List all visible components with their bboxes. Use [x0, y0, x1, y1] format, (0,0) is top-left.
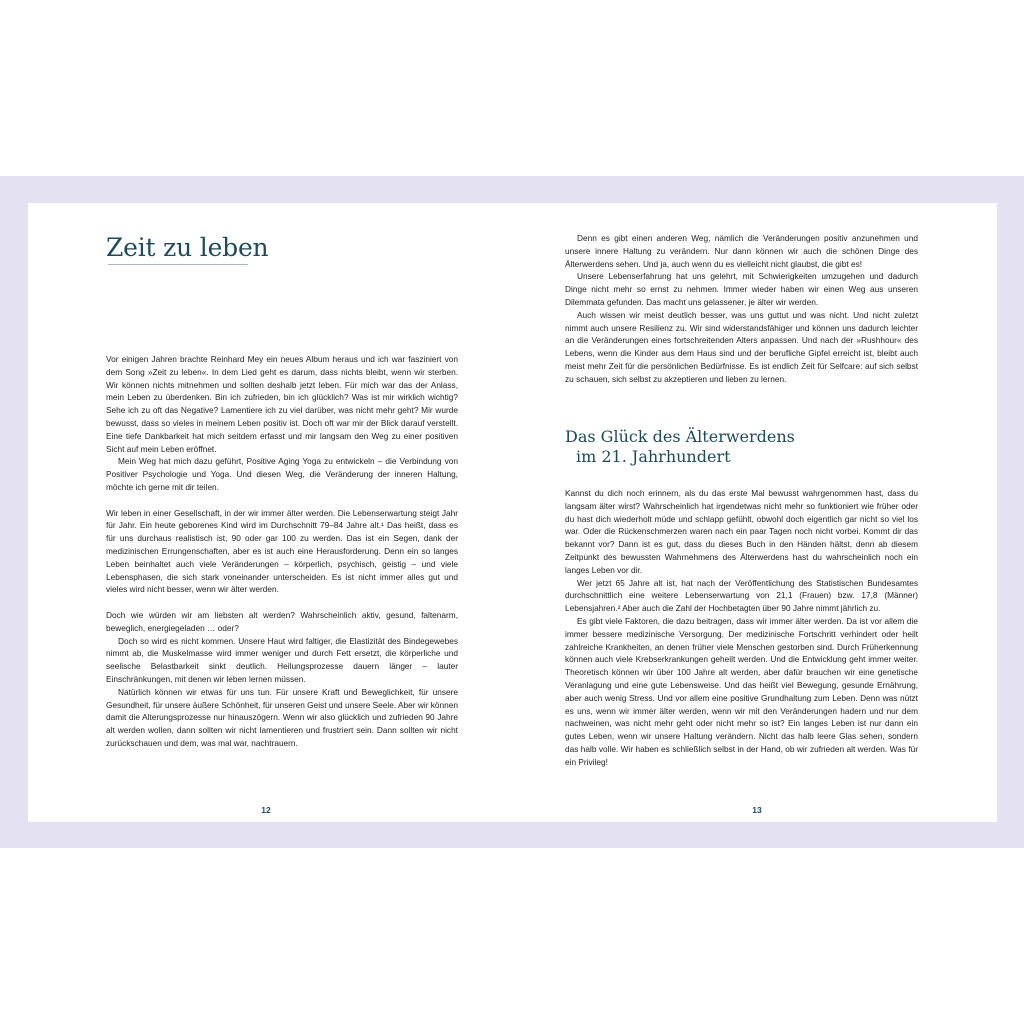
- book-spread: [28, 203, 997, 822]
- paragraph: Natürlich können wir etwas für uns tun. Für unsere Kraft und Beweglichkeit, für unsere Gesundheit, für unsere äußere Schönheit, für unseren Geist und unsere Seele. Aber wir können damit die Alterungsprozesse nur hinauszögern. Wenn wir also glücklich und zufrieden 90 Jahre alt werden wollen, dann sollten wir nicht lamentieren und frustriert sein. Dann sollten wir nicht zurückschauen und dem, was mal war, nachtrauern.: [106, 686, 458, 748]
- left-page: [28, 203, 512, 822]
- paragraph: Vor einigen Jahren brachte Reinhard Mey ein neues Album heraus und ich war fasziniert von dem Song »Zeit zu leben«. In dem Lied geht es darum, dass nichts bleibt, wenn wir sterben. Wir können nichts mitnehmen und sollten deshalb jetzt leben. Für mich war das der Anlass, mein Leben zu überdenken. Bin ich zufrieden, bin ich glücklich? Was ist mir wirklich wichtig? Sehe ich zu oft das Negative? Lamentiere ich zu viel darüber, was nicht mehr geht? Mir wurde bewusst, dass so vieles in meinem Leben positiv ist. Doch oft war mir der Blick darauf verstellt. Eine tiefe Dankbarkeit hat mich seitdem erfasst und mir langsam den Weg zu einer positiven Sicht auf mein Leben eröffnet.: [106, 354, 458, 454]
- right-body-text-bottom: [565, 487, 918, 769]
- paragraph: Mein Weg hat mich dazu geführt, Positive Aging Yoga zu entwickeln – die Verbindung von Positiver Psychologie und Yoga. Und diesen Weg, die Veränderung der inneren Haltung, möchte ich gerne mit dir teilen.: [106, 456, 458, 492]
- page-number-left: 12: [261, 805, 271, 815]
- paragraph: Auch wissen wir meist deutlich besser, was uns guttut und was nicht. Und nicht zuletzt nimmt auch unsere Resilienz zu. Wir sind widerstandsfähiger und können uns dadurch leichter an die Veränderungen eines fortschreitenden Alters anpassen. Und nach der »Rushhour« des Lebens, wenn die Kinder aus dem Haus sind und der berufliche Gipfel erreicht ist, bleibt auch meist mehr Zeit für die persönlichen Bedürfnisse. Es ist endlich Zeit für Selfcare: auf sich selbst zu schauen, sich selbst zu akzeptieren und lieben zu lernen.: [565, 309, 918, 384]
- paragraph: Kannst du dich noch erinnern, als du das erste Mal bewusst wahrgenommen hast, dass du langsam älter wirst? Wahrscheinlich hat irgendetwas nicht mehr so funktioniert wie früher oder du hast dich wiederholt müde und schlapp gefühlt, obwohl doch eigentlich gar nicht so viel los war. Oder die Rückenschmerzen waren nach ein paar Tagen noch nicht vorbei. Kommt dir das bekannt vor? Dann ist es gut, dass du dieses Buch in den Händen hältst, denn ab diesem Zeitpunkt des bewussten Wahrnehmens des Älterwerdens hast du wahrscheinlich noch ein langes Leben vor dir.: [565, 488, 918, 575]
- paragraph: Unsere Lebenserfahrung hat uns gelehrt, mit Schwierigkeiten umzugehen und dadurch Dinge nicht mehr so ernst zu nehmen. Immer wieder haben wir einen Weg aus unseren Dilemmata gefunden. Das macht uns gelassener, je älter wir werden.: [565, 271, 918, 307]
- chapter-title: Zeit zu leben: [106, 233, 269, 262]
- page-number-right: 13: [752, 805, 762, 815]
- right-page: [512, 203, 997, 822]
- paragraph: Doch so wird es nicht kommen. Unsere Haut wird faltiger, die Elastizität des Bindegewebes nimmt ab, die Muskelmasse wird immer weniger und durch Fett ersetzt, die körperliche und seelische Belastbarkeit sinkt deutlich. Heilungsprozesse dauern länger – lauter Einschränkungen, mit denen wir leben lernen müssen.: [106, 635, 458, 684]
- paragraph: Wer jetzt 65 Jahre alt ist, hat nach der Veröffentlichung des Statistischen Bundesamtes durchschnittlich eine weitere Lebenserwartung von 21,1 (Frauen) bzw. 17,8 (Männer) Lebensjahren.² Aber auch die Zahl der Hochbetagten über 90 Jahre nimmt jährlich zu.: [565, 577, 918, 614]
- paragraph: Denn es gibt einen anderen Weg, nämlich die Veränderungen positiv anzunehmen und unsere innere Haltung zu verändern. Nur dann können wir auch die schönen Dinge des Älterwerdens sehen. Und ja, auch wenn du es vielleicht nicht glaubst, die gibt es!: [565, 233, 918, 269]
- paragraph: Doch wie würden wir am liebsten alt werden? Wahrscheinlich aktiv, gesund, faltenarm, beweglich, energiegeladen … oder?: [106, 609, 458, 633]
- section-heading: [565, 427, 795, 467]
- paragraph: Es gibt viele Faktoren, die dazu beitragen, dass wir immer älter werden. Da ist vor allem die immer bessere medizinische Versorgung. Der medizinische Fortschritt verhindert oder heilt zahlreiche Krankheiten, an denen früher viele Menschen gestorben sind. Durch Früherkennung können auch viele Krebserkrankungen geheilt werden. Und die Entwicklung geht immer weiter. Theoretisch können wir über 100 Jahre alt werden, aber dafür brauchen wir eine genetische Veranlagung und eine gute Lebensweise. Und das heißt viel Bewegung, gesunde Ernährung, aber auch wenig Stress. Und vor allem eine positive Grundhaltung zum Leben. Denn was nützt es uns, wenn wir immer älter werden, wenn wir mit den Veränderungen hadern und nur dem nachweinen, was nicht mehr geht oder nicht mehr so ist? Ein langes Leben ist nur dann ein gutes Leben, wenn wir unsere Haltung verändern. Nicht das halb leere Glas sehen, sondern das halb volle. Wir haben es schließlich selbst in der Hand, ob wir zufrieden alt werden. Was für ein Privileg!: [565, 615, 918, 767]
- section-heading-line-2: im 21. Jahrhundert: [576, 447, 731, 466]
- title-underline: [108, 264, 248, 265]
- section-heading-line-1: Das Glück des Älterwerdens: [565, 427, 795, 446]
- right-body-text-top: [565, 232, 918, 386]
- paragraph: Wir leben in einer Gesellschaft, in der wir immer älter werden. Die Lebenserwartung steigt Jahr für Jahr. Ein heute geborenes Kind wird im Durchschnitt 79–84 Jahre alt.¹ Das heißt, dass es für uns durchaus realistisch ist, 90 oder gar 100 zu werden. Das ist ein Segen, dank der medizinischen Errungenschaften, aber es ist auch eine Herausforderung. Denn ein so langes Leben beinhaltet auch viele Veränderungen – körperlich, psychisch, geistig – und viele Lebensphasen, die sich stark voneinander unterscheiden. Es ist nicht immer alles gut und vieles wird nicht besser, wenn wir älter werden.: [106, 507, 458, 595]
- left-body-text: [106, 353, 458, 750]
